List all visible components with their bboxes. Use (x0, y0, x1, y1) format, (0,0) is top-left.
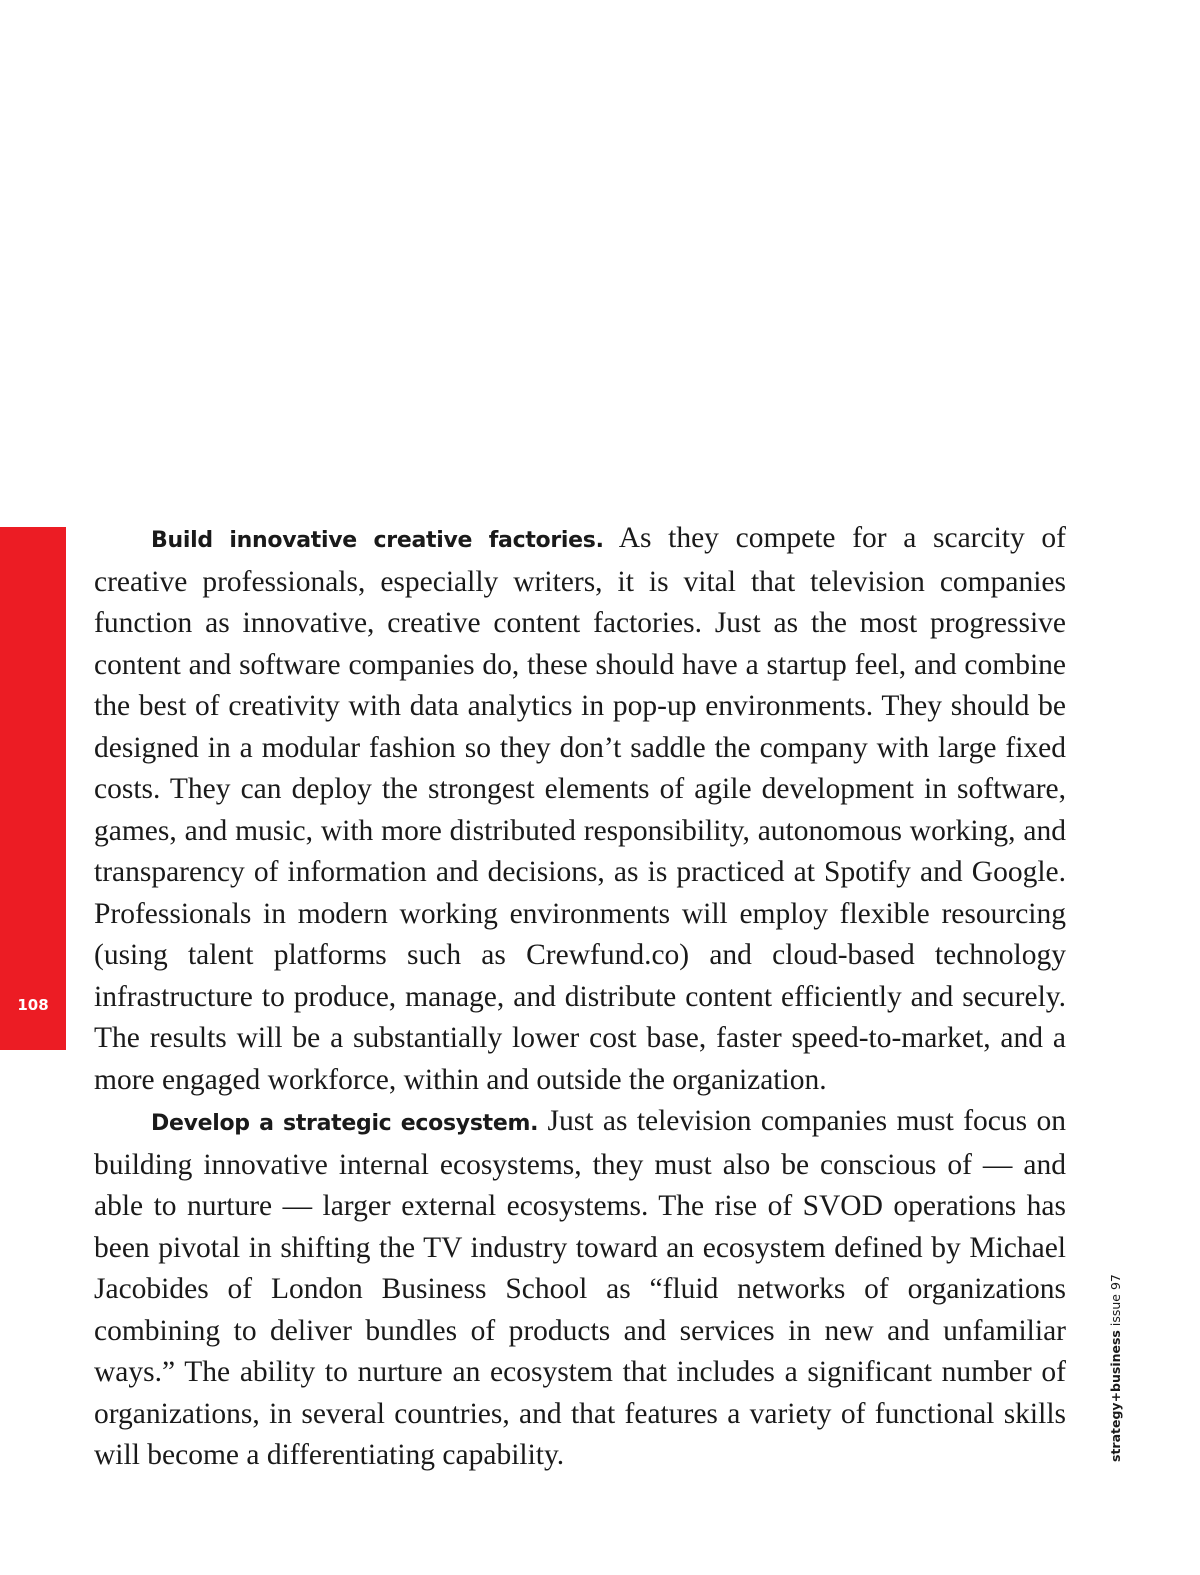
paragraph-strategic-ecosystem (94, 1101, 1066, 1477)
publication-credit (1108, 1274, 1124, 1462)
paragraph-text: As they compete for a scarcity of creative professionals, especially writers, it is vital that television companies function as innovative, creative content factories. Just as the most progressive content and software companies do, these should have a startup feel, and combine the best of creativity with data analytics in pop-up environments. They should be designed in a modular fashion so they don’t saddle the company with large fixed costs. They can deploy the strongest elements of agile development in software, games, and music, with more distributed responsibility, autonomous working, and transparency of information and decisions, as is practiced at Spotify and Google. Professionals in modern working environments will employ flexible resourcing (using talent platforms such as Crewfund.co) and cloud-based technology infrastructure to produce, manage, and distribute content efficiently and securely. The results will be a substantially lower cost base, faster speed-to-market, and a more engaged workforce, within and outside the organization. (94, 522, 1066, 1096)
publication-name: strategy+business (1108, 1330, 1123, 1462)
run-in-heading: Develop a strategic ecosystem. (151, 1111, 539, 1136)
section-label-topic: tech & innovation (22, 1181, 44, 1372)
paragraph-creative-factories (94, 518, 1066, 1101)
section-label (22, 1102, 44, 1372)
section-label-feature: feature (22, 1102, 44, 1171)
run-in-heading: Build innovative creative factories. (151, 528, 604, 553)
section-tab (0, 527, 66, 1372)
article-body (94, 518, 1066, 1477)
issue-number: issue 97 (1108, 1274, 1123, 1327)
page-number: 108 (17, 996, 49, 1014)
section-label-separator: | (22, 1172, 44, 1180)
paragraph-text: Just as television companies must focus on building innovative internal ecosystems, they must also be conscious of — and able to nurture — larger external ecosystems. The rise of SVOD operations has been pivotal in shifting the TV industry toward an ecosystem defined by Michael Jacobides of London Business School as “fluid networks of organizations combining to deliver bundles of products and services in new and unfamiliar ways.” The ability to nurture an ecosystem that includes a significant number of organizations, in several countries, and that features a variety of functional skills will become a differentiating capability. (94, 1105, 1067, 1471)
